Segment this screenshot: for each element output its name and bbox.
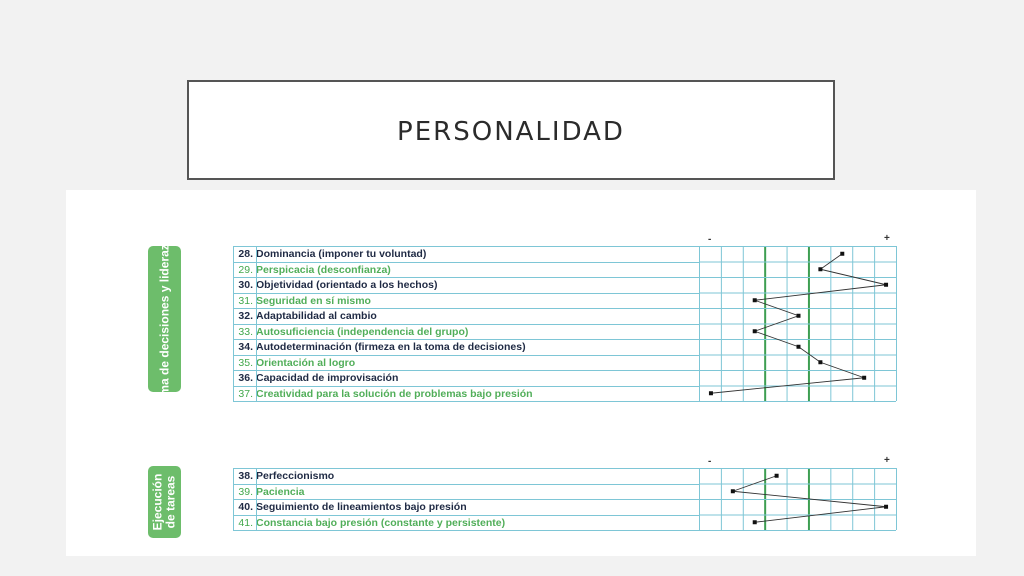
- trait-label: Dominancia (imponer tu voluntad): [256, 248, 427, 261]
- section-tab-line: Toma de decisiones y liderazgo: [157, 229, 171, 409]
- profile-point: [884, 283, 888, 287]
- trait-row: [233, 293, 699, 309]
- profile-point: [753, 329, 757, 333]
- profile-point: [840, 252, 844, 256]
- trait-row: [233, 277, 699, 293]
- profile-point: [818, 267, 822, 271]
- trait-number: 29.: [238, 263, 253, 276]
- trait-number: 34.: [238, 341, 253, 354]
- table-bottom-border: [233, 530, 699, 531]
- trait-number: 36.: [238, 372, 253, 385]
- trait-row: [233, 262, 699, 278]
- section-tab-line: de tareas: [163, 475, 178, 529]
- profile-point: [731, 489, 735, 493]
- trait-row: [233, 355, 699, 371]
- trait-label: Adaptabilidad al cambio: [256, 310, 377, 323]
- profile-point: [753, 298, 757, 302]
- trait-row: [233, 246, 699, 262]
- profile-point: [884, 505, 888, 509]
- trait-number: 38.: [238, 470, 253, 483]
- trait-number: 35.: [238, 356, 253, 369]
- table-column-border: [256, 468, 257, 530]
- scale-minus-label: -: [708, 456, 712, 467]
- trait-number: 41.: [238, 516, 253, 529]
- scale-plus-label: +: [884, 233, 890, 244]
- trait-number: 37.: [238, 387, 253, 400]
- profile-point: [753, 520, 757, 524]
- scale-grid: [699, 468, 896, 531]
- trait-number: 32.: [238, 310, 253, 323]
- trait-label: Constancia bajo presión (constante y persistente): [256, 516, 506, 529]
- trait-label: Seguridad en sí mismo: [256, 294, 371, 307]
- trait-row: [233, 308, 699, 324]
- trait-row: [233, 386, 699, 402]
- trait-number: 28.: [238, 248, 253, 261]
- trait-label: Autosuficiencia (independencia del grupo): [256, 325, 469, 338]
- profile-point: [862, 376, 866, 380]
- section-tab: [148, 229, 181, 409]
- trait-label: Capacidad de improvisación: [256, 372, 399, 385]
- trait-number: 39.: [238, 485, 253, 498]
- trait-label: Perspicacia (desconfianza): [256, 263, 391, 276]
- profile-point: [797, 345, 801, 349]
- table-column-border: [233, 468, 234, 530]
- section-tab-label: [158, 229, 171, 409]
- trait-label: Objetividad (orientado a los hechos): [256, 279, 438, 292]
- profile-point: [797, 314, 801, 318]
- trait-label: Orientación al logro: [256, 356, 356, 369]
- profile-point: [818, 360, 822, 364]
- trait-row: [233, 339, 699, 355]
- profile-point: [709, 391, 713, 395]
- trait-label: Creatividad para la solución de problemas bajo presión: [256, 387, 533, 400]
- slide-title-box: [187, 80, 835, 180]
- trait-label: Paciencia: [256, 485, 305, 498]
- section-tab-line: Ejecución: [150, 473, 165, 531]
- table-bottom-border: [233, 401, 699, 402]
- trait-label: Perfeccionismo: [256, 470, 335, 483]
- trait-label: Seguimiento de lineamientos bajo presión: [256, 501, 467, 514]
- table-column-border: [256, 246, 257, 401]
- trait-row: [233, 468, 699, 484]
- trait-label: Autodeterminación (firmeza en la toma de decisiones): [256, 341, 526, 354]
- trait-number: 40.: [238, 501, 253, 514]
- trait-number: 30.: [238, 279, 253, 292]
- trait-number: 33.: [238, 325, 253, 338]
- trait-row: [233, 499, 699, 515]
- section-tab-label: [152, 474, 178, 531]
- scale-minus-label: -: [708, 234, 712, 245]
- scale-plus-label: +: [884, 455, 890, 466]
- section-tab: [148, 466, 181, 538]
- slide-title: PERSONALIDAD: [397, 117, 625, 147]
- table-column-border: [233, 246, 234, 401]
- profile-point: [775, 474, 779, 478]
- personality-chart-panel: [66, 190, 976, 556]
- trait-row: [233, 370, 699, 386]
- trait-row: [233, 484, 699, 500]
- trait-row: [233, 515, 699, 531]
- trait-number: 31.: [238, 294, 253, 307]
- trait-row: [233, 324, 699, 340]
- scale-grid: [699, 246, 896, 402]
